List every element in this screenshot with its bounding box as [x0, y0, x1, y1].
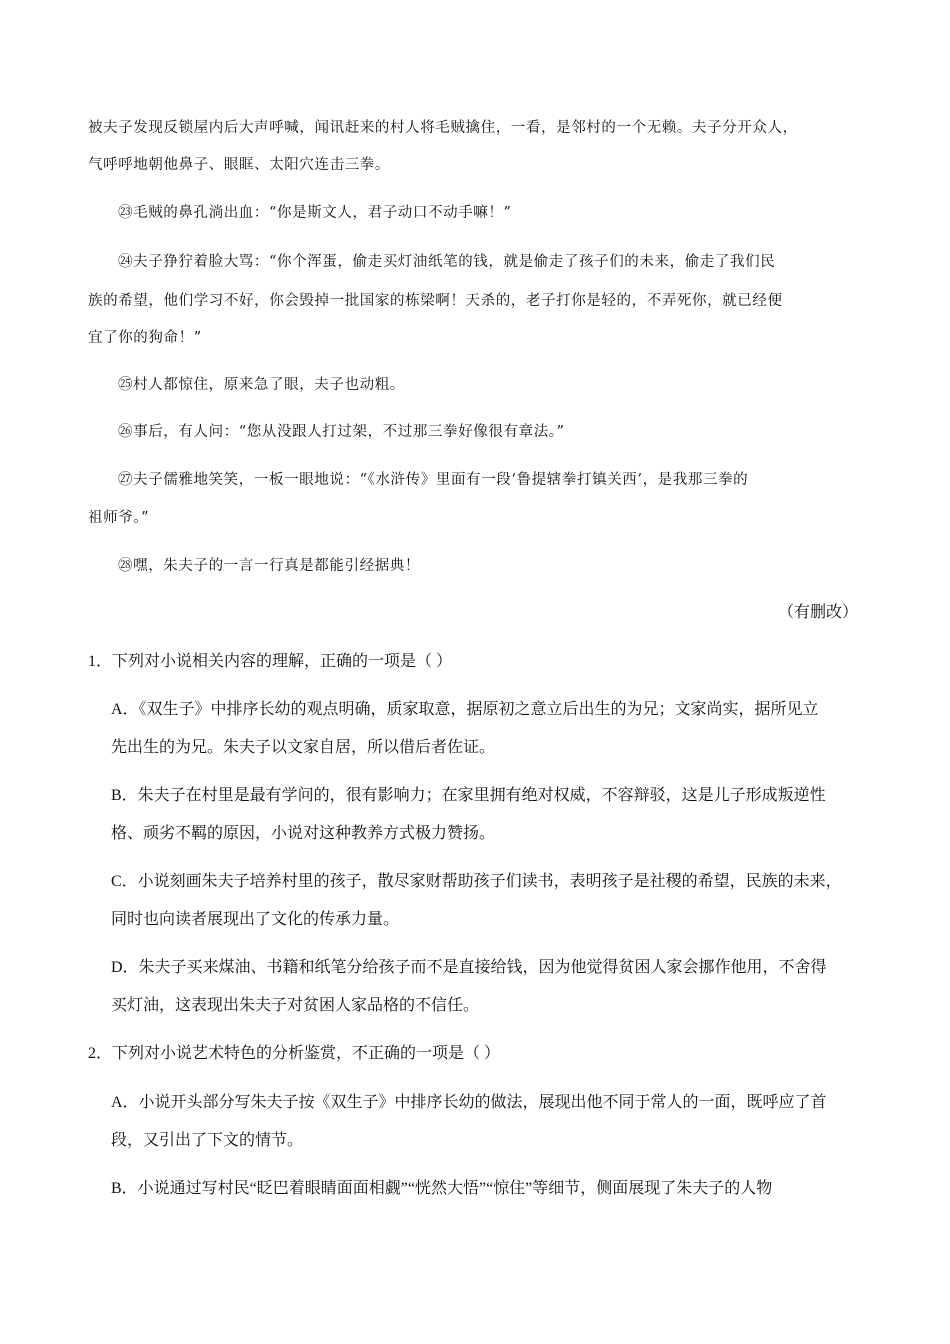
question-1-option-c: C．小说刻画朱夫子培养村里的孩子，散尽家财帮助孩子们读书，表明孩子是社稷的希望，民族的未来， — [111, 873, 842, 890]
question-2-option-a-cont: 段，又引出了下文的情节。 — [111, 1132, 304, 1149]
question-1-option-d: D．朱夫子买来煤油、书籍和纸笔分给孩子而不是直接给钱，因为他觉得贫困人家会挪作他用，不舍得 — [111, 959, 827, 976]
story-paragraph-25: ㉕村人都惊住，原来急了眼，夫子也动粗。 — [118, 377, 405, 393]
source-note: （有删改） — [777, 604, 858, 621]
story-paragraph-23: ㉓毛贼的鼻孔淌出血：“你是斯文人，君子动口不动手嘛！” — [118, 205, 512, 221]
story-line: 祖师爷。” — [88, 510, 150, 526]
story-line: 被夫子发现反锁屋内后大声呼喊，闻讯赶来的村人将毛贼擒住，一看，是邻村的一个无赖。夫子分开众人， — [88, 120, 798, 136]
question-1-option-d-cont: 买灯油，这表现出朱夫子对贫困人家品格的不信任。 — [111, 997, 480, 1014]
story-paragraph-27: ㉗夫子儒雅地笑笑，一板一眼地说：“《水浒传》里面有一段‘鲁提辖拳打镇关西’，是我那三拳的 — [118, 472, 749, 488]
question-1-option-b-cont: 格、顽劣不羁的原因，小说对这种教养方式极力赞扬。 — [111, 825, 496, 842]
story-paragraph-24: ㉔夫子狰狞着脸大骂：“你个浑蛋，偷走买灯油纸笔的钱，就是偷走了孩子们的未来，偷走了我们民 — [118, 254, 776, 270]
question-1-option-a-cont: 先出生的为兄。朱夫子以文家自居，所以借后者佐证。 — [111, 739, 496, 756]
story-paragraph-26: ㉖事后，有人问：“您从没跟人打过架，不过那三拳好像很有章法。” — [118, 424, 565, 440]
question-2: 2．下列对小说艺术特色的分析鉴赏，不正确的一项是（ ） — [88, 1045, 501, 1062]
question-2-option-b: B．小说通过写村民“眨巴着眼睛面面相觑”“恍然大悟”“惊住”等细节，侧面展现了朱夫子的人物 — [111, 1180, 773, 1197]
story-paragraph-28: ㉘嘿，朱夫子的一言一行真是都能引经据典！ — [118, 558, 420, 574]
question-1: 1．下列对小说相关内容的理解，正确的一项是（ ） — [88, 653, 453, 670]
question-1-option-c-cont: 同时也向读者展现出了文化的传承力量。 — [111, 911, 400, 928]
story-line: 气呼呼地朝他鼻子、眼眶、太阳穴连击三拳。 — [88, 157, 390, 173]
question-1-option-a: A．《双生子》中排序长幼的观点明确，质家取意，据原初之意立后出生的为兄；文家尚实，据所见立 — [111, 701, 819, 718]
story-line: 宜了你的狗命！” — [88, 330, 202, 346]
question-1-option-b: B．朱夫子在村里是最有学问的，很有影响力；在家里拥有绝对权威，不容辩驳，这是儿子形成叛逆性 — [111, 787, 826, 804]
question-2-option-a: A．小说开头部分写朱夫子按《双生子》中排序长幼的做法，展现出他不同于常人的一面，既呼应了首 — [111, 1094, 827, 1111]
story-line: 族的希望，他们学习不好，你会毁掉一批国家的栋梁啊！天杀的，老子打你是轻的，不弄死你，就已经便 — [88, 293, 783, 309]
